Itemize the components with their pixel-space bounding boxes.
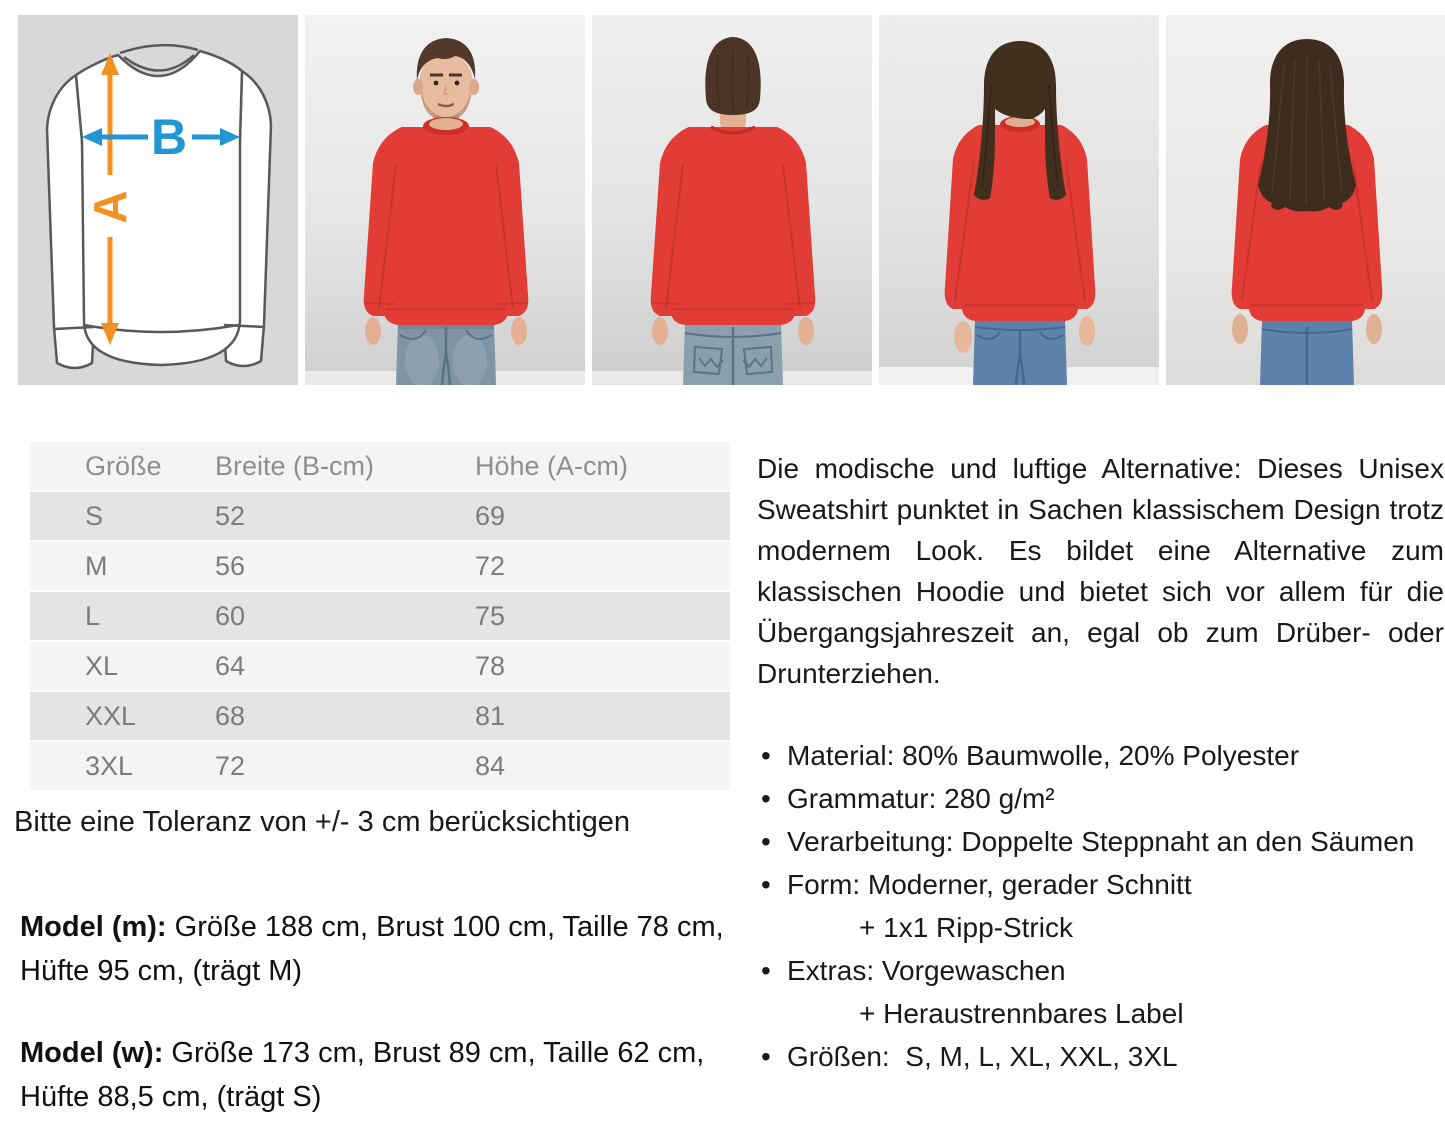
tolerance-note: Bitte eine Toleranz von +/- 3 cm berücksichtigen bbox=[14, 806, 631, 838]
size-cell: L bbox=[85, 600, 101, 631]
male-model-back-photo bbox=[592, 15, 872, 385]
model-w-text: Größe 173 cm, Brust 89 cm, Taille 62 cm, Hüfte 88,5 cm, (trägt S) bbox=[20, 1037, 705, 1113]
feature-form-extra: + 1x1 Ripp-Strick bbox=[859, 912, 1073, 943]
bullet-icon: • bbox=[761, 869, 771, 900]
product-description-column bbox=[757, 448, 1444, 1078]
breite-cell: 68 bbox=[215, 700, 246, 731]
sweatshirt-measurement-diagram-icon bbox=[18, 15, 298, 385]
hoehe-cell: 84 bbox=[475, 750, 506, 781]
model-w-label: Model (w): bbox=[20, 1037, 164, 1069]
size-row-xl bbox=[30, 642, 730, 692]
model-m-text: Größe 188 cm, Brust 100 cm, Taille 78 cm, Hüfte 95 cm, (trägt M) bbox=[20, 911, 724, 987]
label-a: A bbox=[84, 190, 136, 224]
size-cell: S bbox=[85, 500, 104, 531]
column-header-groesse: Größe bbox=[85, 450, 162, 481]
product-feature-list bbox=[757, 734, 1444, 1078]
product-image-gallery bbox=[18, 15, 1445, 385]
bullet-icon: • bbox=[761, 783, 771, 814]
size-row-m bbox=[30, 542, 730, 592]
size-cell: XL bbox=[85, 650, 119, 681]
size-table-header-row bbox=[30, 442, 730, 492]
size-row-3xl bbox=[30, 742, 730, 792]
model-m-spec bbox=[20, 905, 728, 993]
label-b: B bbox=[150, 109, 188, 165]
size-row-s bbox=[30, 492, 730, 542]
size-table bbox=[30, 442, 730, 792]
size-row-l bbox=[30, 592, 730, 642]
male-model-front-photo bbox=[305, 15, 585, 385]
model-m-label: Model (m): bbox=[20, 911, 167, 943]
breite-cell: 52 bbox=[215, 500, 246, 531]
bullet-icon: • bbox=[761, 740, 771, 771]
hoehe-cell: 72 bbox=[475, 550, 506, 581]
size-cell: M bbox=[85, 550, 108, 581]
bullet-icon: • bbox=[761, 955, 771, 986]
measurement-diagram-panel bbox=[18, 15, 298, 385]
column-header-hoehe: Höhe (A-cm) bbox=[475, 450, 629, 481]
hoehe-cell: 78 bbox=[475, 650, 506, 681]
sweatshirt-outline-icon bbox=[47, 45, 271, 368]
product-description: Die modische und luftige Alternative: Dieses Unisex Sweatshirt punktet in Sachen klassischem Design trotz modernem Look. Es bildet eine Alternative zum klassischen Hoodie und bietet sich vor allem für die Übergangsjahreszeit an, egal ob zum Drüber- oder Drunterziehen. bbox=[757, 453, 1444, 689]
column-header-breite: Breite (B-cm) bbox=[215, 450, 375, 481]
size-info-column bbox=[14, 442, 736, 1119]
feature-extras-extra: + Heraustrennbares Label bbox=[859, 998, 1184, 1029]
feature-verarbeitung: • Verarbeitung: Doppelte Steppnaht an den Säumen bbox=[757, 820, 1444, 863]
feature-grammatur: • Grammatur: 280 g/m² bbox=[757, 777, 1444, 820]
model-w-spec bbox=[20, 1031, 728, 1119]
bullet-icon: • bbox=[761, 1041, 771, 1072]
hoehe-cell: 69 bbox=[475, 500, 506, 531]
bullet-icon: • bbox=[761, 826, 771, 857]
hoehe-cell: 75 bbox=[475, 600, 506, 631]
breite-cell: 64 bbox=[215, 650, 246, 681]
feature-form: • Form: Moderner, gerader Schnitt bbox=[757, 863, 1444, 906]
size-row-xxl bbox=[30, 692, 730, 742]
size-cell: XXL bbox=[85, 700, 137, 731]
feature-material: • Material: 80% Baumwolle, 20% Polyester bbox=[757, 734, 1444, 777]
breite-cell: 60 bbox=[215, 600, 246, 631]
size-cell: 3XL bbox=[85, 750, 134, 781]
feature-extras: • Extras: Vorgewaschen bbox=[757, 949, 1444, 992]
female-model-front-photo bbox=[879, 15, 1159, 385]
feature-groessen: • Größen: S, M, L, XL, XXL, 3XL bbox=[757, 1035, 1444, 1078]
hoehe-cell: 81 bbox=[475, 700, 506, 731]
breite-cell: 72 bbox=[215, 750, 246, 781]
female-model-back-photo bbox=[1166, 15, 1445, 385]
breite-cell: 56 bbox=[215, 550, 246, 581]
